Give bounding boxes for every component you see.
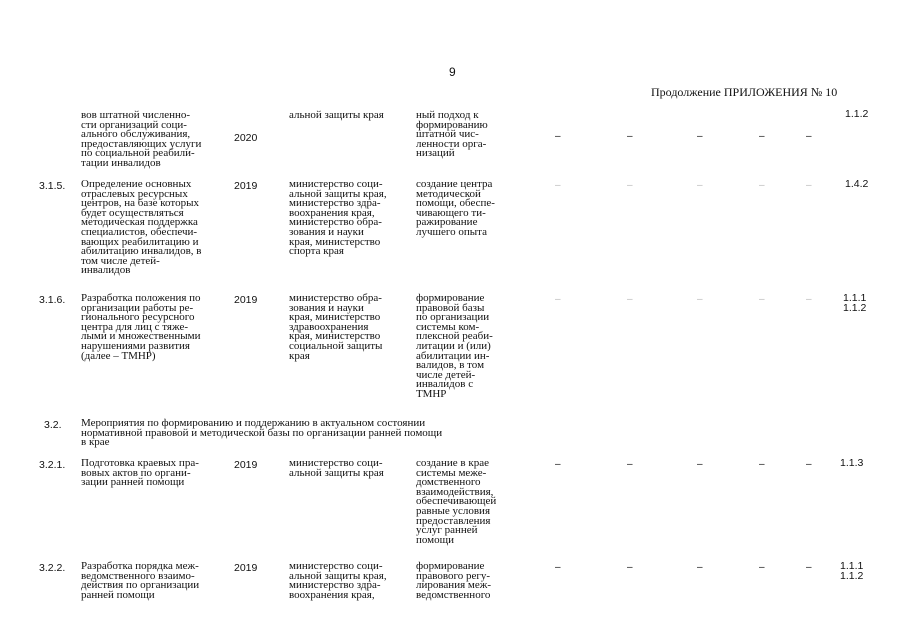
value-dash: – (697, 459, 703, 470)
value-dash: – (555, 562, 561, 573)
measure-result: создание в крае системы меже- домственного взаимодействия, обеспечивающей равные условия предоставления услуг ранней помощи (416, 457, 497, 546)
measure-year: 2020 (234, 132, 258, 144)
measure-number: 3.1.5. (39, 180, 66, 192)
measure-number: 3.2.1. (39, 459, 66, 471)
indicator-codes: 1.1.2 (845, 108, 869, 120)
section-number: 3.2. (44, 419, 62, 431)
value-dash: – (806, 180, 812, 191)
measure-year: 2019 (234, 180, 258, 192)
measure-executor: альной защиты края (289, 109, 384, 121)
value-dash: – (627, 294, 633, 305)
indicator-codes: 1.1.1 1.1.2 (840, 560, 864, 582)
section-title: Мероприятия по формированию и поддержанию в актуальном состоянии нормативной правовой и методической базы по организации ранней помощи в крае (81, 417, 443, 449)
value-dash: – (759, 180, 765, 191)
value-dash: – (555, 459, 561, 470)
measure-number: 3.2.2. (39, 562, 66, 574)
value-dash: – (806, 294, 812, 305)
value-dash: – (627, 562, 633, 573)
value-dash: – (806, 131, 812, 142)
value-dash: – (627, 180, 633, 191)
measure-result: ный подход к формированию штатной чис- ленности орга- низаций (416, 109, 488, 160)
measure-name: Разработка порядка меж- ведомственного взаимо- действия по организации ранней помощи (81, 560, 200, 601)
measure-result: формирование правовой базы по организации системы ком- плексной реаби- литации и (или) абилитации ин- валидов, в том числе детей- инвалидов с ТМНР (416, 292, 493, 400)
measure-result: создание центра методической помощи, обеспе- чивающего ти- ражирование лучшего опыта (416, 178, 495, 238)
measure-executor: министерство соци- альной защиты края (289, 457, 384, 479)
measure-executor: министерство соци- альной защиты края, министерство здра- воохранения края, (289, 560, 387, 601)
value-dash: – (697, 294, 703, 305)
value-dash: – (759, 294, 765, 305)
value-dash: – (555, 180, 561, 191)
indicator-codes: 1.1.1 1.1.2 (843, 292, 867, 314)
value-dash: – (697, 180, 703, 191)
measure-name: Разработка положения по организации работы ре- гионального ресурсного центра для лиц с тяже- лыми и множественными нарушениями развития (далее – ТМНР) (81, 292, 201, 362)
measure-executor: министерство соци- альной защиты края, министерство здра- воохранения края, министерство обра- зования и науки края, министерство спорта края (289, 178, 387, 258)
measure-name: Определение основных отраслевых ресурсных центров, на базе которых будет осуществляться методическая поддержка специалистов, обеспечи- вающих реабилитацию и абилитацию инвалидов, в том числе детей- инвалидов (81, 178, 202, 277)
value-dash: – (806, 459, 812, 470)
value-dash: – (759, 131, 765, 142)
measure-name: Подготовка краевых пра- вовых актов по органи- зации ранней помощи (81, 457, 199, 489)
measure-number: 3.1.6. (39, 294, 66, 306)
indicator-codes: 1.4.2 (845, 178, 869, 190)
value-dash: – (806, 562, 812, 573)
value-dash: – (555, 294, 561, 305)
page-number: 9 (449, 65, 456, 79)
measure-year: 2019 (234, 562, 258, 574)
value-dash: – (627, 459, 633, 470)
value-dash: – (697, 131, 703, 142)
measure-year: 2019 (234, 459, 258, 471)
indicator-codes: 1.1.3 (840, 457, 864, 469)
value-dash: – (759, 562, 765, 573)
measure-result: формирование правового регу- лирования меж- ведомственного (416, 560, 491, 601)
value-dash: – (627, 131, 633, 142)
value-dash: – (759, 459, 765, 470)
measure-name: вов штатной численно- сти организаций соци- ального обслуживания, предоставляющих услуги по социальной реабили- тации инвалидов (81, 109, 202, 169)
value-dash: – (697, 562, 703, 573)
measure-executor: министерство обра- зования и науки края, министерство здравоохранения края, министерство социальной защиты края (289, 292, 383, 362)
measure-year: 2019 (234, 294, 258, 306)
value-dash: – (555, 131, 561, 142)
continuation-label: Продолжение ПРИЛОЖЕНИЯ № 10 (651, 85, 838, 99)
